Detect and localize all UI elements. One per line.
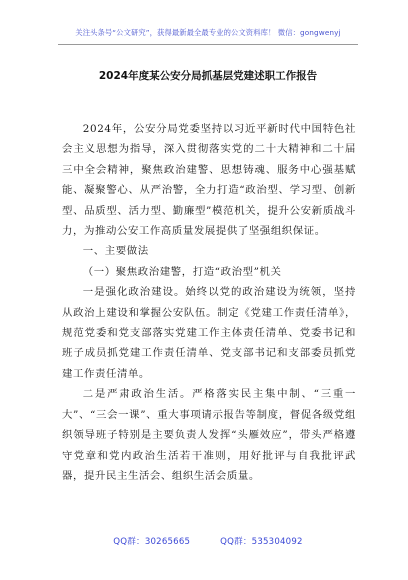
footer-qq-group-2: QQ群：535304092	[220, 537, 303, 547]
subsection-heading-political: （一）聚焦政治建警，打造“政治型”机关	[82, 265, 282, 278]
footer-qq-group-1: QQ群：30265665	[113, 537, 191, 547]
paragraph-political-life: 二是严肃政治生活。严格落实民主集中制、“三重一大”、“三会一课”、重大事项请示报告等制度，督促各级党组织领导班子特别是主要负责人发挥“头雁效应”，带头严格遵守党章和党内政治生活若干准则，用好批评与自我批评武器，提升民主生活会、组织生活会质量。	[62, 388, 356, 482]
document-body	[62, 119, 356, 486]
intro-paragraph: 2024年，公安分局党委坚持以习近平新时代中国特色社会主义思想为指导，深入贯彻落实党的二十大精神和二十届三中全会精神，聚焦政治建警、思想铸魂、服务中心强基赋能、凝聚警心、从严治警，全力打造“政治型、学习型、创新型、品质型、活力型、勤廉型”模范机关，提升公安新质战斗力，为推动公安工作高质量发展提供了坚强组织保证。	[62, 123, 356, 238]
document-title: 2024年度某公安分局抓基层党建述职工作报告	[98, 70, 318, 82]
header-promo-text: 关注头条号“公文研究”，获得最新最全最专业的公文资料库！ 微信：gongwenyj	[75, 28, 341, 37]
section-heading-main-practices: 一、主要做法	[82, 245, 149, 258]
footer-qq-groups	[58, 535, 358, 547]
paragraph-political-building: 一是强化政治建设。始终以党的政治建设为统领，坚持从政治上建设和掌握公安队伍。制定《党建工作责任清单》，规范党委和党支部落实党建工作主体责任清单、党委书记和班子成员抓党建工作责任清单、党支部书记和支部委员抓党建工作责任清单。	[62, 286, 356, 380]
header-divider	[58, 44, 358, 45]
